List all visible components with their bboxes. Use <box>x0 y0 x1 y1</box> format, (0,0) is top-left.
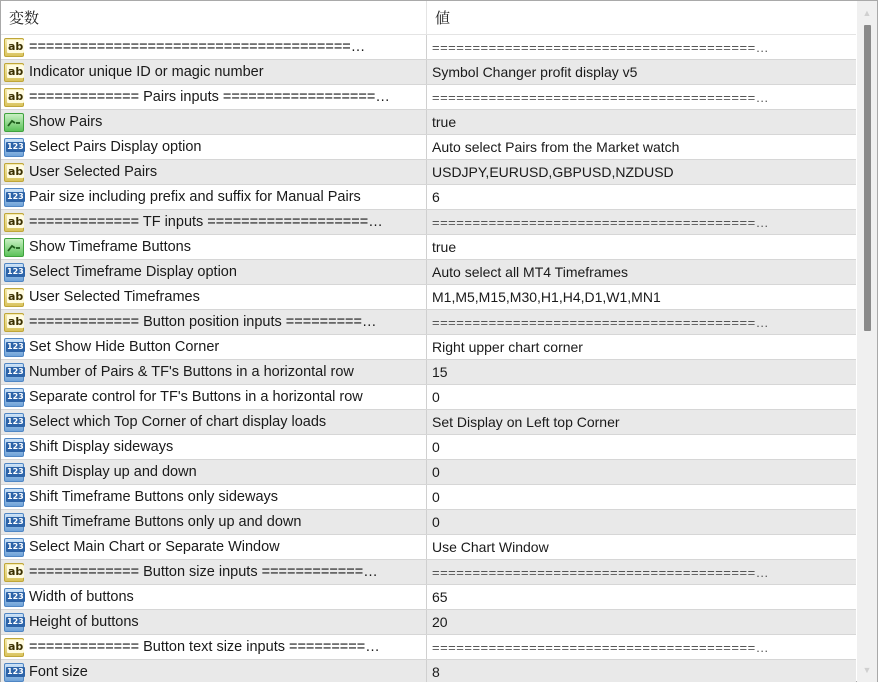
value-cell[interactable]: 65 <box>432 589 448 605</box>
variable-name: Show Timeframe Buttons <box>29 239 191 255</box>
variable-cell[interactable] <box>1 560 427 584</box>
value-cell[interactable]: ========================================… <box>432 314 770 330</box>
table-row[interactable] <box>1 510 856 535</box>
123-icon <box>4 263 24 282</box>
variable-name: Select Timeframe Display option <box>29 264 237 280</box>
ab-icon <box>4 38 24 57</box>
table-row[interactable] <box>1 460 856 485</box>
icon-label: 123 <box>7 466 24 476</box>
icon-label: ab <box>8 564 24 578</box>
variable-cell[interactable] <box>1 260 427 284</box>
variable-name: Shift Timeframe Buttons only sideways <box>29 489 279 505</box>
value-cell[interactable]: 20 <box>432 614 448 630</box>
value-cell[interactable]: 0 <box>432 514 440 530</box>
table-row[interactable] <box>1 335 856 360</box>
123-icon <box>4 463 24 482</box>
icon-label: 123 <box>7 591 24 601</box>
variable-name: User Selected Timeframes <box>29 289 200 305</box>
123-icon <box>4 663 24 682</box>
table-row[interactable] <box>1 185 856 210</box>
icon-label: 123 <box>7 516 24 526</box>
inputs-table <box>1 1 856 682</box>
table-row[interactable] <box>1 585 856 610</box>
variable-cell[interactable] <box>1 535 427 559</box>
table-row[interactable] <box>1 160 856 185</box>
variable-cell[interactable] <box>1 585 427 609</box>
scroll-up-arrow-icon[interactable]: ▲ <box>862 8 872 18</box>
ab-icon <box>4 563 24 582</box>
variable-name: ============= Button size inputs ============… <box>29 564 378 580</box>
variable-cell[interactable] <box>1 135 427 159</box>
123-icon <box>4 138 24 157</box>
variable-name: Indicator unique ID or magic number <box>29 64 264 80</box>
value-cell[interactable]: 6 <box>432 189 440 205</box>
variable-cell[interactable] <box>1 185 427 209</box>
icon-label: 123 <box>7 341 24 351</box>
variable-cell[interactable] <box>1 360 427 384</box>
separator-row[interactable] <box>1 310 856 335</box>
ab-icon <box>4 638 24 657</box>
table-row[interactable] <box>1 535 856 560</box>
value-cell[interactable]: true <box>432 239 457 255</box>
variable-name: Shift Timeframe Buttons only up and down <box>29 514 302 530</box>
ab-icon <box>4 88 24 107</box>
variable-cell[interactable] <box>1 160 427 184</box>
icon-label: 123 <box>7 441 24 451</box>
variable-name: Separate control for TF's Buttons in a horizontal row <box>29 389 363 405</box>
variable-name: User Selected Pairs <box>29 164 158 180</box>
table-row[interactable] <box>1 385 856 410</box>
column-header-variable[interactable]: 変数 <box>1 1 427 34</box>
123-icon <box>4 588 24 607</box>
variable-cell[interactable] <box>1 460 427 484</box>
icon-label: 123 <box>7 416 24 426</box>
variable-name: Shift Display sideways <box>29 439 174 455</box>
variable-name: Select Main Chart or Separate Window <box>29 539 280 555</box>
table-row[interactable] <box>1 285 856 310</box>
table-row[interactable] <box>1 235 856 260</box>
value-cell[interactable]: USDJPY,EURUSD,GBPUSD,NZDUSD <box>432 164 674 180</box>
table-row[interactable] <box>1 485 856 510</box>
icon-label: ab <box>8 164 24 178</box>
value-cell[interactable]: ========================================… <box>432 639 770 655</box>
variable-name: ============= Pairs inputs ==================… <box>29 89 390 105</box>
variable-cell[interactable] <box>1 60 427 84</box>
separator-row[interactable] <box>1 35 856 60</box>
icon-label: ab <box>8 89 24 103</box>
table-row[interactable] <box>1 660 856 682</box>
123-icon <box>4 363 24 382</box>
value-cell[interactable]: Set Display on Left top Corner <box>432 414 620 430</box>
variable-name: ============= TF inputs ===================… <box>29 214 383 230</box>
variable-cell[interactable] <box>1 285 427 309</box>
123-icon <box>4 613 24 632</box>
123-icon <box>4 188 24 207</box>
icon-label: 123 <box>7 191 24 201</box>
icon-label: ab <box>8 314 24 328</box>
icon-label: ab <box>8 214 24 228</box>
variable-cell[interactable] <box>1 310 427 334</box>
value-cell[interactable]: true <box>432 114 457 130</box>
table-row[interactable] <box>1 60 856 85</box>
icon-label: ab <box>8 39 24 53</box>
table-body <box>1 35 856 682</box>
icon-label: 123 <box>7 616 24 626</box>
value-cell[interactable]: 0 <box>432 464 440 480</box>
variable-cell[interactable] <box>1 210 427 234</box>
value-cell[interactable]: 15 <box>432 364 448 380</box>
variable-cell[interactable] <box>1 435 427 459</box>
icon-label: 123 <box>7 266 24 276</box>
variable-name: ============= Button position inputs =========… <box>29 314 377 330</box>
separator-row[interactable] <box>1 210 856 235</box>
table-row[interactable] <box>1 435 856 460</box>
variable-cell[interactable] <box>1 510 427 534</box>
table-row[interactable] <box>1 110 856 135</box>
table-row[interactable] <box>1 410 856 435</box>
ab-icon <box>4 163 24 182</box>
variable-name: Select which Top Corner of chart display loads <box>29 414 327 430</box>
variable-cell[interactable] <box>1 635 427 659</box>
123-icon <box>4 538 24 557</box>
variable-name: Height of buttons <box>29 614 139 630</box>
variable-cell[interactable] <box>1 610 427 634</box>
ab-icon <box>4 288 24 307</box>
variable-name: ============= Button text size inputs =========… <box>29 639 380 655</box>
bool-icon <box>4 113 24 132</box>
value-cell[interactable]: Right upper chart corner <box>432 339 583 355</box>
scrollbar-thumb[interactable] <box>864 25 871 331</box>
variable-cell[interactable] <box>1 35 427 59</box>
ab-icon <box>4 63 24 82</box>
icon-label: 123 <box>7 366 24 376</box>
icon-label: 123 <box>7 491 24 501</box>
123-icon <box>4 513 24 532</box>
vertical-scrollbar[interactable] <box>857 1 877 682</box>
variable-cell[interactable] <box>1 385 427 409</box>
column-header-value[interactable]: 値 <box>435 10 451 27</box>
icon-label: ab <box>8 64 24 78</box>
variable-cell[interactable] <box>1 660 427 682</box>
variable-cell[interactable] <box>1 235 427 259</box>
separator-row[interactable] <box>1 85 856 110</box>
icon-label: 123 <box>7 666 24 676</box>
variable-name: ======================================… <box>29 39 366 55</box>
separator-row[interactable] <box>1 560 856 585</box>
value-cell[interactable]: Use Chart Window <box>432 539 549 555</box>
value-cell[interactable]: ========================================… <box>432 564 770 580</box>
value-cell[interactable]: 8 <box>432 664 440 680</box>
table-row[interactable] <box>1 360 856 385</box>
variable-name: Set Show Hide Button Corner <box>29 339 220 355</box>
icon-label: 123 <box>7 541 24 551</box>
variable-cell[interactable] <box>1 85 427 109</box>
variable-name: Number of Pairs & TF's Buttons in a horizontal row <box>29 364 354 380</box>
separator-row[interactable] <box>1 635 856 660</box>
123-icon <box>4 338 24 357</box>
123-icon <box>4 413 24 432</box>
table-row[interactable] <box>1 610 856 635</box>
scroll-down-arrow-icon[interactable]: ▼ <box>862 665 872 675</box>
value-cell[interactable]: 0 <box>432 489 440 505</box>
variable-cell[interactable] <box>1 485 427 509</box>
ab-icon <box>4 313 24 332</box>
variable-cell[interactable] <box>1 110 427 134</box>
variable-name: Show Pairs <box>29 114 103 130</box>
variable-name: Width of buttons <box>29 589 134 605</box>
table-header <box>1 1 856 35</box>
variable-name: Shift Display up and down <box>29 464 197 480</box>
icon-label: 123 <box>7 391 24 401</box>
table-row[interactable] <box>1 135 856 160</box>
variable-name: Font size <box>29 664 88 680</box>
table-row[interactable] <box>1 260 856 285</box>
123-icon <box>4 488 24 507</box>
icon-label: 123 <box>7 141 24 151</box>
value-cell[interactable]: 0 <box>432 439 440 455</box>
ab-icon <box>4 213 24 232</box>
icon-label: ab <box>8 639 24 653</box>
value-cell[interactable]: ========================================… <box>432 39 770 55</box>
value-cell[interactable]: ========================================… <box>432 89 770 105</box>
value-cell[interactable]: Auto select Pairs from the Market watch <box>432 139 680 155</box>
variable-name: Select Pairs Display option <box>29 139 202 155</box>
value-cell[interactable]: 0 <box>432 389 440 405</box>
value-cell[interactable]: Symbol Changer profit display v5 <box>432 64 638 80</box>
123-icon <box>4 388 24 407</box>
icon-label: ab <box>8 289 24 303</box>
value-cell[interactable]: ========================================… <box>432 214 770 230</box>
variable-name: Pair size including prefix and suffix for Manual Pairs <box>29 189 361 205</box>
value-cell[interactable]: Auto select all MT4 Timeframes <box>432 264 629 280</box>
variable-cell[interactable] <box>1 410 427 434</box>
bool-icon <box>4 238 24 257</box>
123-icon <box>4 438 24 457</box>
value-cell[interactable]: M1,M5,M15,M30,H1,H4,D1,W1,MN1 <box>432 289 661 305</box>
variable-cell[interactable] <box>1 335 427 359</box>
